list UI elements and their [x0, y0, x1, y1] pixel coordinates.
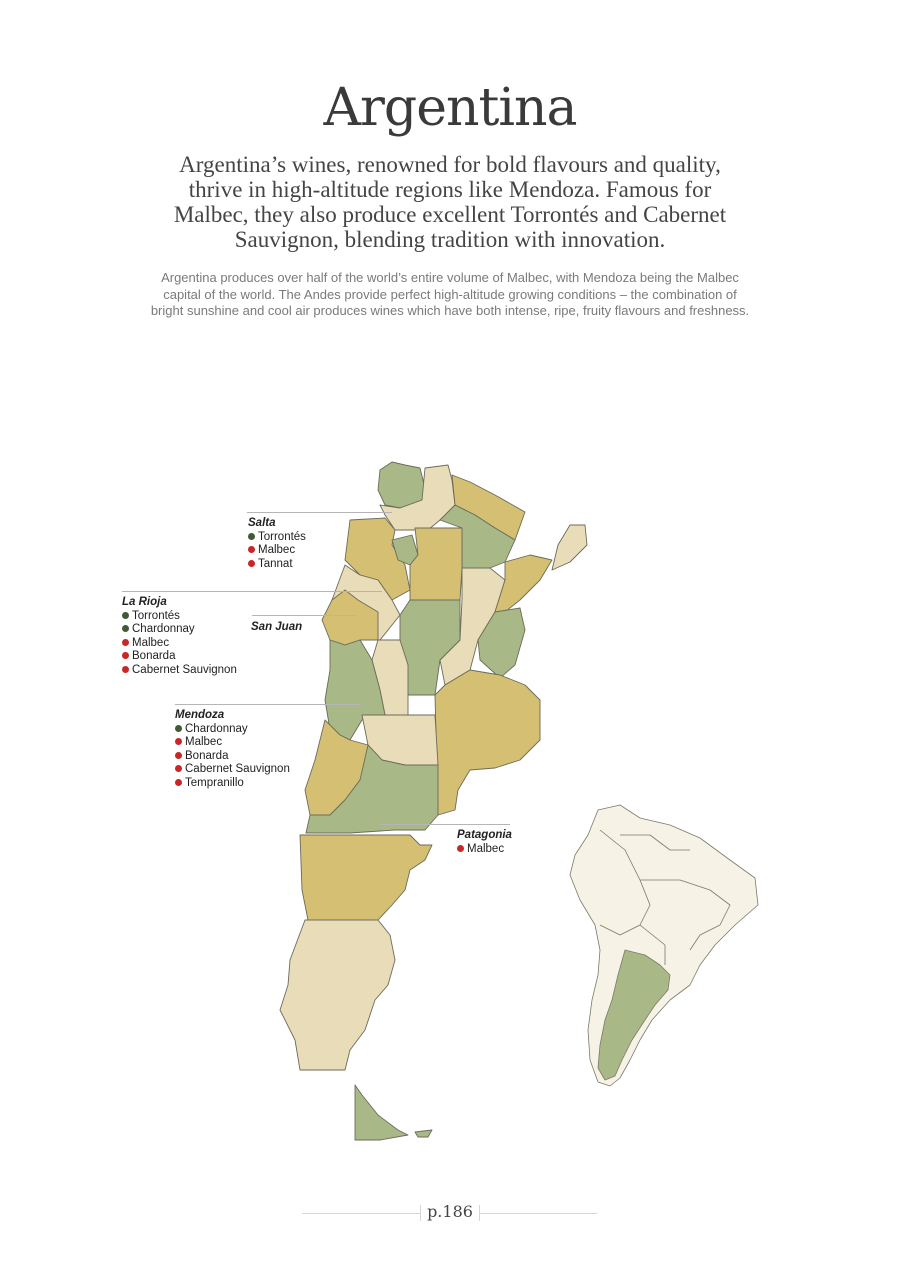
grape-item: Tannat [248, 558, 306, 572]
footer-rule-left [302, 1213, 420, 1214]
region-name: La Rioja [122, 596, 167, 608]
san-juan-callout [251, 621, 302, 635]
salta-leader-line [247, 512, 392, 513]
grape-item: Torrontés [122, 610, 237, 624]
grape-item: Chardonnay [175, 723, 290, 737]
grape-item: Torrontés [248, 531, 306, 545]
region-name: Mendoza [175, 709, 225, 721]
red-wine-dot-icon [175, 779, 182, 786]
province-corrientes [495, 555, 552, 612]
patagonia-leader-line [380, 824, 510, 825]
continent-outline [570, 805, 758, 1086]
page-number: p.186 [427, 1202, 473, 1221]
white-wine-dot-icon [122, 612, 129, 619]
red-wine-dot-icon [122, 666, 129, 673]
page-title: Argentina [323, 78, 577, 138]
grape-item: Bonarda [122, 650, 237, 664]
body-paragraph: Argentina produces over half of the world’s entire volume of Malbec, with Mendoza being the Malbec capital of the world. The Andes provide perfect high-altitude growing conditions – the combination of bright sunshine and cool air produces wines which have both intense, ripe, fruity flavours and freshness. [150, 270, 750, 318]
region-name: Patagonia [457, 829, 512, 841]
province-santa-cruz [280, 920, 395, 1070]
south-america-inset [570, 805, 758, 1086]
island-estados [415, 1130, 432, 1137]
white-wine-dot-icon [122, 625, 129, 632]
region-name: San Juan [251, 621, 303, 633]
mendoza-leader-line [175, 704, 361, 705]
la-rioja-leader-line [122, 591, 382, 592]
grape-item: Tempranillo [175, 777, 290, 791]
patagonia-callout [457, 829, 512, 856]
footer-rule-right [479, 1213, 597, 1214]
red-wine-dot-icon [248, 546, 255, 553]
mendoza-callout [175, 709, 290, 791]
red-wine-dot-icon [122, 652, 129, 659]
white-wine-dot-icon [175, 725, 182, 732]
san-juan-leader-line [252, 615, 356, 616]
red-wine-dot-icon [122, 639, 129, 646]
province-tierra-del-fuego [355, 1085, 408, 1140]
red-wine-dot-icon [248, 560, 255, 567]
red-wine-dot-icon [175, 738, 182, 745]
red-wine-dot-icon [175, 765, 182, 772]
grape-item: Malbec [457, 843, 512, 857]
region-name: Salta [248, 517, 276, 529]
salta-callout [248, 517, 306, 571]
grape-item: Malbec [122, 637, 237, 651]
grape-item: Malbec [248, 544, 306, 558]
grape-item: Bonarda [175, 750, 290, 764]
grape-item: Malbec [175, 736, 290, 750]
la-rioja-callout [122, 596, 237, 678]
grape-item: Cabernet Sauvignon [122, 664, 237, 678]
province-santiago [410, 528, 462, 600]
red-wine-dot-icon [175, 752, 182, 759]
page-footer [0, 1200, 900, 1228]
argentina-map [0, 440, 900, 1160]
province-chubut [300, 835, 432, 920]
grape-item: Cabernet Sauvignon [175, 763, 290, 777]
red-wine-dot-icon [457, 845, 464, 852]
province-misiones [552, 525, 587, 570]
lead-paragraph: Argentina’s wines, renowned for bold flavours and quality, thrive in high-altitude regions like Mendoza. Famous for Malbec, they also produce excellent Torrontés and Cabernet Sauvignon, blending tradition with innovation. [173, 152, 727, 252]
province-buenos-aires [435, 670, 540, 815]
grape-item: Chardonnay [122, 623, 237, 637]
white-wine-dot-icon [248, 533, 255, 540]
